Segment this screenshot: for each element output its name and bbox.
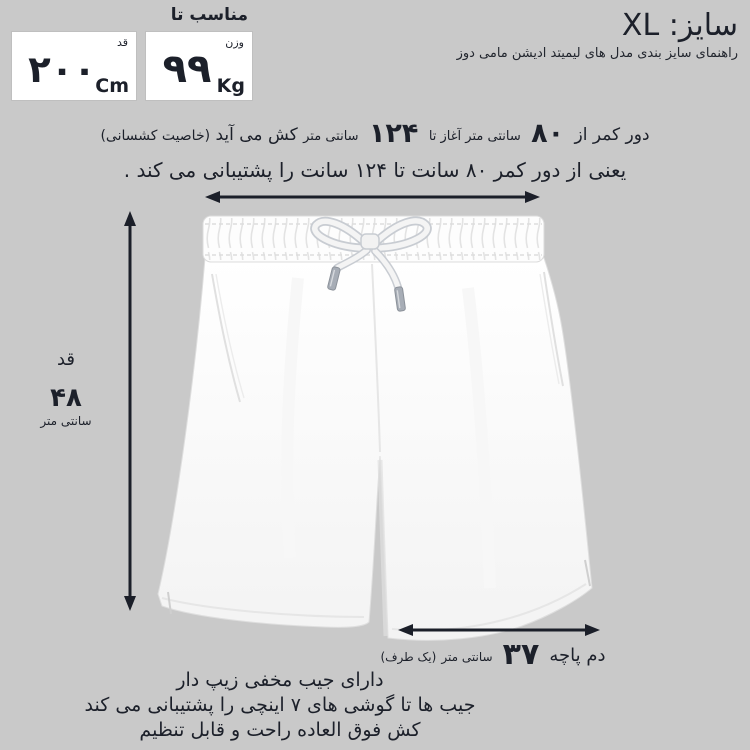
height-box-label: قد xyxy=(116,36,128,49)
fit-boxes xyxy=(12,32,252,100)
weight-box-unit: Kg xyxy=(216,75,245,97)
size-title: سایز: XL xyxy=(621,8,738,43)
shorts-image xyxy=(148,208,600,648)
hem-measure-arrow xyxy=(398,623,600,637)
feature-elastic-comfort: کش فوق العاده راحت و قابل تنظیم xyxy=(139,719,421,741)
height-box xyxy=(12,32,136,100)
waist-note-pre: دور کمر از xyxy=(574,125,650,145)
feature-phone-fit: جیب ها تا گوشی های ۷ اینچی را پشتیبانی می کند xyxy=(84,694,476,716)
waist-note-parenthetical: (خاصیت کشسانی) xyxy=(100,128,211,144)
length-value: ۴۸ xyxy=(50,383,82,413)
waist-note-middle: سانتی متر آغاز تا xyxy=(428,129,521,144)
waist-note-post: کش می آید xyxy=(215,125,298,145)
feature-list xyxy=(55,668,505,743)
length-measure-arrow xyxy=(122,211,138,611)
hem-value: ۳۷ xyxy=(502,637,540,672)
hem-note xyxy=(378,637,608,672)
height-box-value: ۲۰۰ xyxy=(28,47,96,91)
length-label: قد xyxy=(56,349,76,370)
header xyxy=(457,8,738,62)
hem-unit: سانتی متر xyxy=(441,650,493,664)
waist-note-line2: یعنی از دور کمر ۸۰ سانت تا ۱۲۴ سانت را پشتیبانی می کند . xyxy=(123,158,627,182)
waist-start-value: ۸۰ xyxy=(531,118,565,149)
fit-block xyxy=(12,5,252,100)
waist-note-unit: سانتی متر xyxy=(303,129,359,144)
height-box-unit: Cm xyxy=(95,75,129,97)
length-note xyxy=(16,349,116,428)
hem-side-note: (یک طرف) xyxy=(380,650,437,664)
feature-hidden-pocket: دارای جیب مخفی زیپ دار xyxy=(176,669,384,691)
waist-note-line1 xyxy=(40,119,710,152)
fit-heading: مناسب تا xyxy=(170,5,248,25)
weight-box xyxy=(146,32,252,100)
length-unit: سانتی متر xyxy=(40,414,92,428)
size-subtitle: راهنمای سایز بندی مدل های لیمیتد ادیشن مامی دوز xyxy=(456,46,738,61)
weight-box-value: ۹۹ xyxy=(162,46,212,92)
weight-box-label: وزن xyxy=(225,36,244,49)
waist-note xyxy=(40,119,710,183)
waist-end-value: ۱۲۴ xyxy=(368,118,419,149)
hem-label: دم پاچه xyxy=(549,645,606,666)
waist-measure-arrow xyxy=(205,190,540,204)
